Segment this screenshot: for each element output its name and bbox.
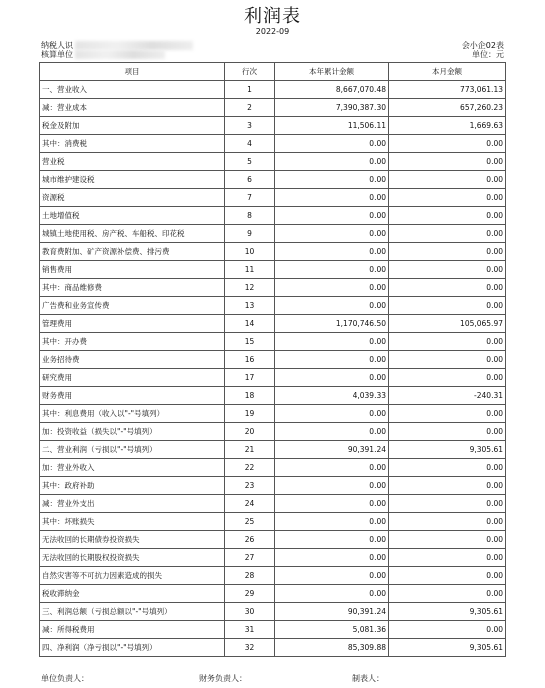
row-item-label: 其中：利息费用（收入以"-"号填列） xyxy=(40,405,225,423)
row-month-amount: 9,305.61 xyxy=(389,639,506,657)
row-month-amount: 0.00 xyxy=(389,171,506,189)
column-header-item: 项目 xyxy=(40,63,225,81)
row-item-label: 自然灾害等不可抗力因素造成的损失 xyxy=(40,567,225,585)
row-item-label: 税收滞纳金 xyxy=(40,585,225,603)
row-item-label: 财务费用 xyxy=(40,387,225,405)
row-ytd-amount: 0.00 xyxy=(275,549,389,567)
row-item-label: 销售费用 xyxy=(40,261,225,279)
row-line-number: 29 xyxy=(225,585,275,603)
table-row xyxy=(40,639,506,657)
row-line-number: 25 xyxy=(225,513,275,531)
row-item-label: 四、净利润（净亏损以"-"号填列） xyxy=(40,639,225,657)
report-period: 2022-09 xyxy=(255,27,290,36)
row-month-amount: 0.00 xyxy=(389,567,506,585)
table-row xyxy=(40,279,506,297)
row-ytd-amount: 4,039.33 xyxy=(275,387,389,405)
row-item-label: 其中：坏账损失 xyxy=(40,513,225,531)
row-item-label: 减：所得税费用 xyxy=(40,621,225,639)
row-line-number: 16 xyxy=(225,351,275,369)
table-row xyxy=(40,369,506,387)
table-row xyxy=(40,459,506,477)
row-ytd-amount: 8,667,070.48 xyxy=(275,81,389,99)
table-row xyxy=(40,243,506,261)
row-month-amount: 0.00 xyxy=(389,549,506,567)
redacted-taxpayer-id xyxy=(75,41,193,50)
row-item-label: 无法收回的长期债券投资损失 xyxy=(40,531,225,549)
row-item-label: 三、利润总额（亏损总额以"-"号填列） xyxy=(40,603,225,621)
row-ytd-amount: 0.00 xyxy=(275,369,389,387)
table-body xyxy=(40,81,506,657)
redacted-unit-name xyxy=(75,50,165,59)
unit-head-signature: 单位负责人： xyxy=(41,674,89,683)
table-row xyxy=(40,99,506,117)
row-line-number: 3 xyxy=(225,117,275,135)
row-item-label: 其中：消费税 xyxy=(40,135,225,153)
row-line-number: 17 xyxy=(225,369,275,387)
row-item-label: 二、营业利润（亏损以"-"号填列） xyxy=(40,441,225,459)
row-month-amount: 773,061.13 xyxy=(389,81,506,99)
row-ytd-amount: 0.00 xyxy=(275,135,389,153)
row-month-amount: 0.00 xyxy=(389,207,506,225)
row-ytd-amount: 0.00 xyxy=(275,495,389,513)
row-ytd-amount: 0.00 xyxy=(275,585,389,603)
table-row xyxy=(40,315,506,333)
table-row xyxy=(40,153,506,171)
row-item-label: 加：投资收益（损失以"-"号填列） xyxy=(40,423,225,441)
row-item-label: 广告费和业务宣传费 xyxy=(40,297,225,315)
row-ytd-amount: 5,081.36 xyxy=(275,621,389,639)
row-line-number: 14 xyxy=(225,315,275,333)
row-ytd-amount: 0.00 xyxy=(275,297,389,315)
table-row xyxy=(40,441,506,459)
row-month-amount: 9,305.61 xyxy=(389,441,506,459)
row-item-label: 其中：开办费 xyxy=(40,333,225,351)
row-line-number: 30 xyxy=(225,603,275,621)
row-line-number: 4 xyxy=(225,135,275,153)
row-item-label: 其中：商品维修费 xyxy=(40,279,225,297)
currency-unit: 单位：元 xyxy=(472,50,504,59)
row-month-amount: 0.00 xyxy=(389,585,506,603)
row-month-amount: 0.00 xyxy=(389,189,506,207)
row-line-number: 28 xyxy=(225,567,275,585)
row-ytd-amount: 0.00 xyxy=(275,531,389,549)
row-line-number: 11 xyxy=(225,261,275,279)
row-ytd-amount: 0.00 xyxy=(275,153,389,171)
row-item-label: 一、营业收入 xyxy=(40,81,225,99)
finance-head-signature: 财务负责人： xyxy=(199,674,247,683)
row-line-number: 12 xyxy=(225,279,275,297)
row-month-amount: 0.00 xyxy=(389,405,506,423)
row-line-number: 24 xyxy=(225,495,275,513)
row-item-label: 税金及附加 xyxy=(40,117,225,135)
row-month-amount: 657,260.23 xyxy=(389,99,506,117)
row-month-amount: 0.00 xyxy=(389,621,506,639)
row-line-number: 1 xyxy=(225,81,275,99)
table-row xyxy=(40,495,506,513)
table-row xyxy=(40,207,506,225)
row-month-amount: -240.31 xyxy=(389,387,506,405)
row-ytd-amount: 11,506.11 xyxy=(275,117,389,135)
table-row xyxy=(40,333,506,351)
row-line-number: 13 xyxy=(225,297,275,315)
row-item-label: 土地增值税 xyxy=(40,207,225,225)
form-code: 会小企02表 xyxy=(461,41,504,50)
row-ytd-amount: 0.00 xyxy=(275,189,389,207)
table-row xyxy=(40,351,506,369)
table-row xyxy=(40,531,506,549)
table-row xyxy=(40,549,506,567)
row-line-number: 31 xyxy=(225,621,275,639)
table-row xyxy=(40,603,506,621)
row-month-amount: 0.00 xyxy=(389,513,506,531)
row-ytd-amount: 0.00 xyxy=(275,171,389,189)
row-month-amount: 0.00 xyxy=(389,423,506,441)
row-item-label: 管理费用 xyxy=(40,315,225,333)
row-item-label: 城市维护建设税 xyxy=(40,171,225,189)
row-item-label: 减：营业外支出 xyxy=(40,495,225,513)
table-header-row xyxy=(40,63,506,81)
row-line-number: 18 xyxy=(225,387,275,405)
row-line-number: 9 xyxy=(225,225,275,243)
row-ytd-amount: 0.00 xyxy=(275,351,389,369)
row-ytd-amount: 90,391.24 xyxy=(275,441,389,459)
row-item-label: 营业税 xyxy=(40,153,225,171)
row-ytd-amount: 0.00 xyxy=(275,261,389,279)
row-ytd-amount: 90,391.24 xyxy=(275,603,389,621)
row-month-amount: 0.00 xyxy=(389,531,506,549)
table-row xyxy=(40,621,506,639)
row-line-number: 8 xyxy=(225,207,275,225)
table-row xyxy=(40,297,506,315)
row-month-amount: 1,669.63 xyxy=(389,117,506,135)
row-item-label: 其中：政府补助 xyxy=(40,477,225,495)
row-month-amount: 0.00 xyxy=(389,297,506,315)
row-line-number: 27 xyxy=(225,549,275,567)
accounting-unit-line xyxy=(41,50,165,60)
row-month-amount: 0.00 xyxy=(389,459,506,477)
row-month-amount: 0.00 xyxy=(389,477,506,495)
row-item-label: 无法收回的长期股权投资损失 xyxy=(40,549,225,567)
row-ytd-amount: 0.00 xyxy=(275,207,389,225)
table-row xyxy=(40,189,506,207)
table-row xyxy=(40,585,506,603)
table-row xyxy=(40,405,506,423)
row-ytd-amount: 85,309.88 xyxy=(275,639,389,657)
table-row xyxy=(40,81,506,99)
row-ytd-amount: 0.00 xyxy=(275,405,389,423)
row-month-amount: 0.00 xyxy=(389,261,506,279)
row-item-label: 研究费用 xyxy=(40,369,225,387)
income-statement-table xyxy=(39,62,506,657)
column-header-ytd-amount: 本年累计金额 xyxy=(275,63,389,81)
row-month-amount: 9,305.61 xyxy=(389,603,506,621)
row-month-amount: 0.00 xyxy=(389,351,506,369)
row-line-number: 22 xyxy=(225,459,275,477)
report-title: 利润表 xyxy=(244,6,301,27)
taxpayer-id-label: 纳税人识 xyxy=(41,41,73,50)
table-row xyxy=(40,567,506,585)
row-month-amount: 105,065.97 xyxy=(389,315,506,333)
row-line-number: 21 xyxy=(225,441,275,459)
row-item-label: 资源税 xyxy=(40,189,225,207)
table-row xyxy=(40,387,506,405)
row-line-number: 32 xyxy=(225,639,275,657)
row-ytd-amount: 0.00 xyxy=(275,459,389,477)
row-month-amount: 0.00 xyxy=(389,135,506,153)
row-line-number: 7 xyxy=(225,189,275,207)
accounting-unit-label: 核算单位 xyxy=(41,50,73,59)
row-line-number: 10 xyxy=(225,243,275,261)
table-row xyxy=(40,171,506,189)
row-month-amount: 0.00 xyxy=(389,225,506,243)
row-item-label: 城镇土地使用税、房产税、车船税、印花税 xyxy=(40,225,225,243)
row-ytd-amount: 0.00 xyxy=(275,279,389,297)
table-row xyxy=(40,225,506,243)
table-row xyxy=(40,135,506,153)
row-month-amount: 0.00 xyxy=(389,153,506,171)
row-ytd-amount: 0.00 xyxy=(275,477,389,495)
row-line-number: 23 xyxy=(225,477,275,495)
column-header-line-no: 行次 xyxy=(225,63,275,81)
row-line-number: 6 xyxy=(225,171,275,189)
row-line-number: 19 xyxy=(225,405,275,423)
row-line-number: 15 xyxy=(225,333,275,351)
row-month-amount: 0.00 xyxy=(389,243,506,261)
row-month-amount: 0.00 xyxy=(389,369,506,387)
row-line-number: 5 xyxy=(225,153,275,171)
row-item-label: 教育费附加、矿产资源补偿费、排污费 xyxy=(40,243,225,261)
preparer-signature: 制表人： xyxy=(352,674,384,683)
column-header-month-amount: 本月金额 xyxy=(389,63,506,81)
row-month-amount: 0.00 xyxy=(389,279,506,297)
row-item-label: 业务招待费 xyxy=(40,351,225,369)
table-row xyxy=(40,117,506,135)
row-line-number: 26 xyxy=(225,531,275,549)
row-month-amount: 0.00 xyxy=(389,495,506,513)
row-ytd-amount: 0.00 xyxy=(275,243,389,261)
row-item-label: 减：营业成本 xyxy=(40,99,225,117)
table-row xyxy=(40,513,506,531)
row-ytd-amount: 0.00 xyxy=(275,423,389,441)
row-ytd-amount: 0.00 xyxy=(275,333,389,351)
table-row xyxy=(40,423,506,441)
row-ytd-amount: 7,390,387.30 xyxy=(275,99,389,117)
row-item-label: 加：营业外收入 xyxy=(40,459,225,477)
table-row xyxy=(40,477,506,495)
table-row xyxy=(40,261,506,279)
row-line-number: 2 xyxy=(225,99,275,117)
row-ytd-amount: 0.00 xyxy=(275,513,389,531)
row-month-amount: 0.00 xyxy=(389,333,506,351)
row-ytd-amount: 1,170,746.50 xyxy=(275,315,389,333)
row-ytd-amount: 0.00 xyxy=(275,225,389,243)
row-line-number: 20 xyxy=(225,423,275,441)
row-ytd-amount: 0.00 xyxy=(275,567,389,585)
